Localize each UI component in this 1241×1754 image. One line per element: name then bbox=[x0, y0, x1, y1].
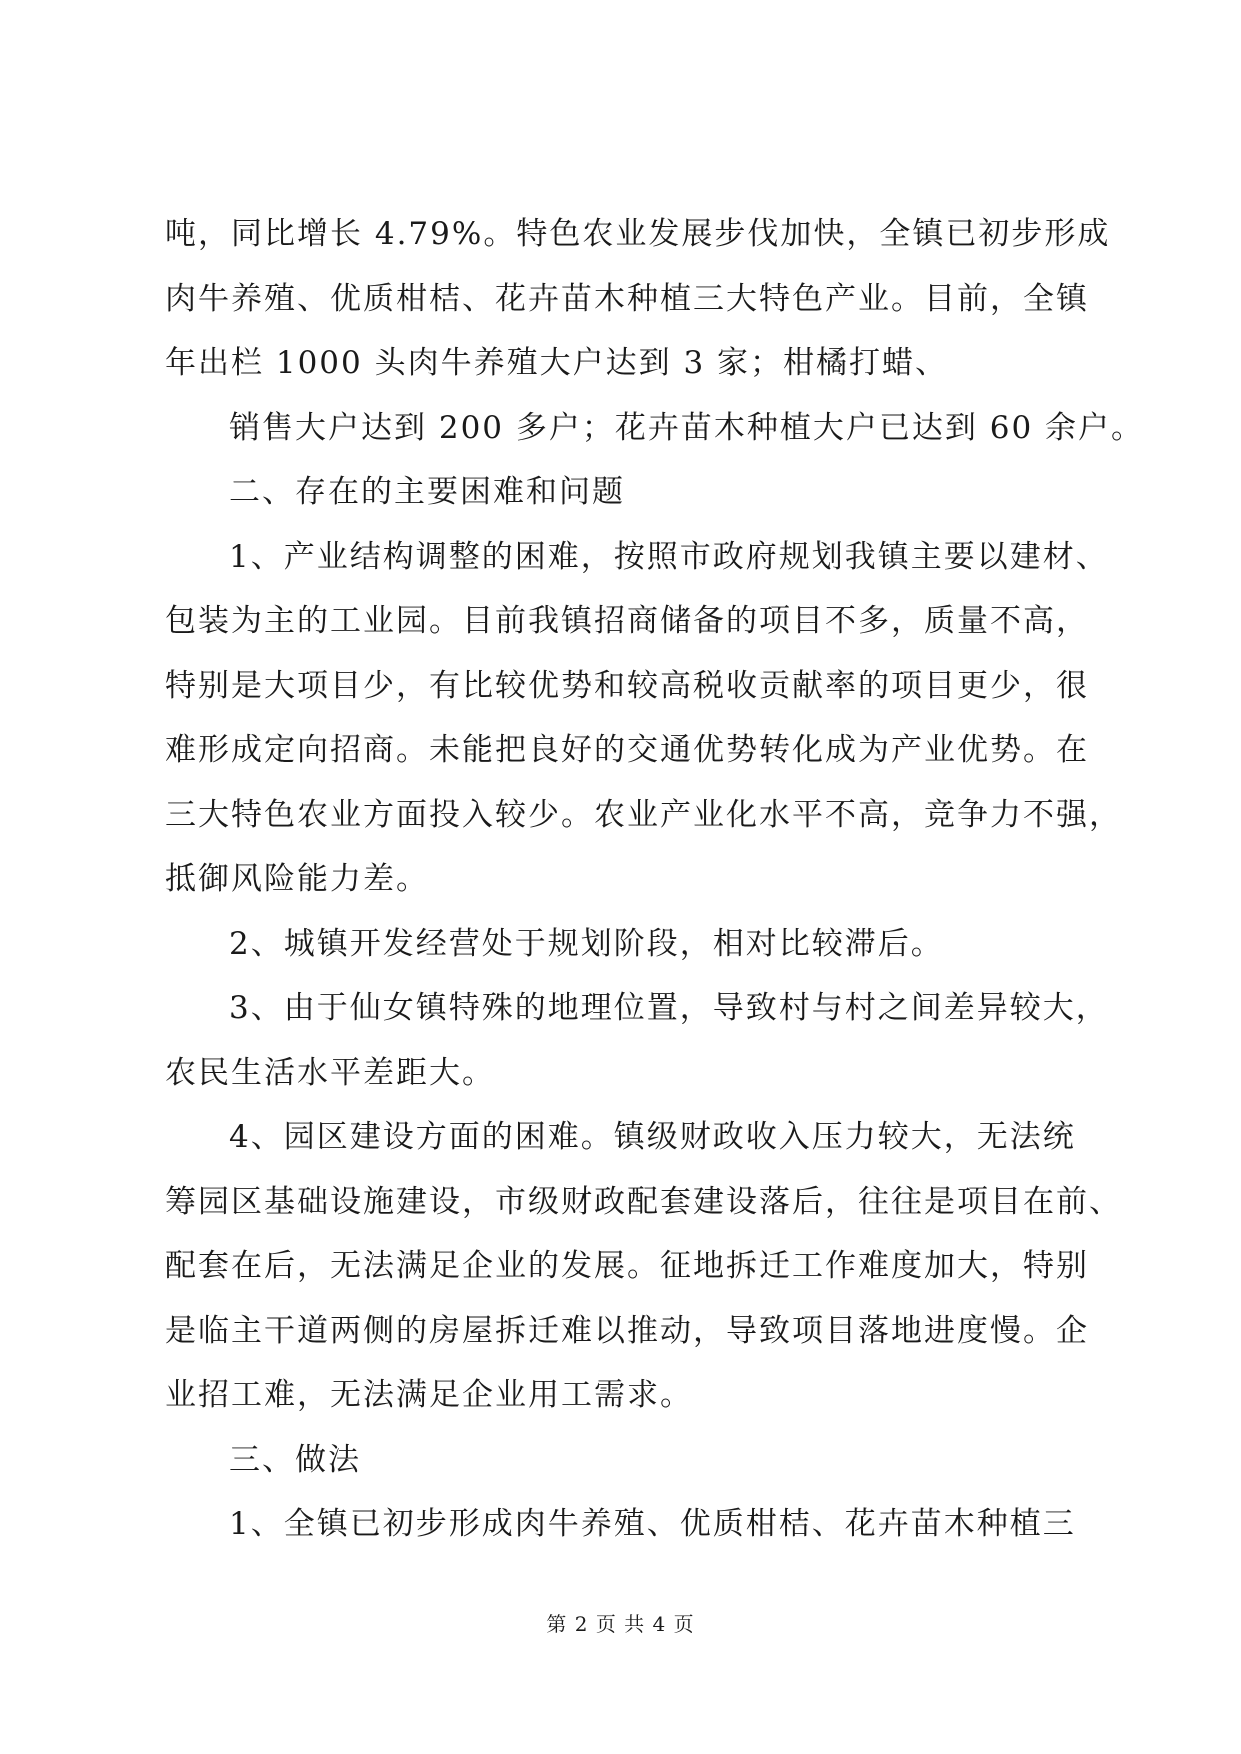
body-text bbox=[165, 202, 1145, 1557]
section-heading: 二、存在的主要困难和问题 bbox=[229, 474, 625, 510]
text-line: 特别是大项目少，有比较优势和较高税收贡献率的项目更少，很 bbox=[165, 667, 1089, 704]
text-line: 筹园区基础设施建设，市级财政配套建设落后，往往是项目在前、 bbox=[165, 1183, 1122, 1220]
text-line: 吨，同比增长 4.79%。特色农业发展步伐加快，全镇已初步形成 bbox=[165, 216, 1111, 252]
text-line: 农民生活水平差距大。 bbox=[165, 1054, 495, 1091]
text-line: 1、全镇已初步形成肉牛养殖、优质柑桔、花卉苗木种植三 bbox=[229, 1506, 1076, 1542]
text-line: 配套在后，无法满足企业的发展。征地拆迁工作难度加大，特别 bbox=[165, 1248, 1089, 1284]
text-line: 难形成定向招商。未能把良好的交通优势转化成为产业优势。在 bbox=[165, 732, 1089, 768]
text-line: 肉牛养殖、优质柑桔、花卉苗木种植三大特色产业。目前，全镇 bbox=[165, 280, 1089, 317]
text-line: 年出栏 1000 头肉牛养殖大户达到 3 家；柑橘打蜡、 bbox=[165, 345, 949, 381]
text-line: 4、园区建设方面的困难。镇级财政收入压力较大，无法统 bbox=[229, 1119, 1076, 1155]
text-line: 销售大户达到 200 多户；花卉苗木种植大户已达到 60 余户。 bbox=[229, 409, 1145, 446]
section-heading: 三、做法 bbox=[229, 1441, 361, 1478]
text-line: 抵御风险能力差。 bbox=[165, 861, 429, 897]
text-line: 2、城镇开发经营处于规划阶段，相对比较滞后。 bbox=[229, 925, 944, 962]
text-line: 是临主干道两侧的房屋拆迁难以推动，导致项目落地进度慢。企 bbox=[165, 1312, 1089, 1349]
text-line: 三大特色农业方面投入较少。农业产业化水平不高，竞争力不强， bbox=[165, 796, 1122, 833]
text-line: 3、由于仙女镇特殊的地理位置，导致村与村之间差异较大， bbox=[229, 990, 1109, 1026]
text-line: 包装为主的工业园。目前我镇招商储备的项目不多，质量不高， bbox=[165, 603, 1089, 639]
page-number-footer: 第 2 页 共 4 页 bbox=[546, 1612, 695, 1636]
text-line: 1、产业结构调整的困难，按照市政府规划我镇主要以建材、 bbox=[229, 538, 1109, 575]
text-line: 业招工难，无法满足企业用工需求。 bbox=[165, 1377, 693, 1413]
